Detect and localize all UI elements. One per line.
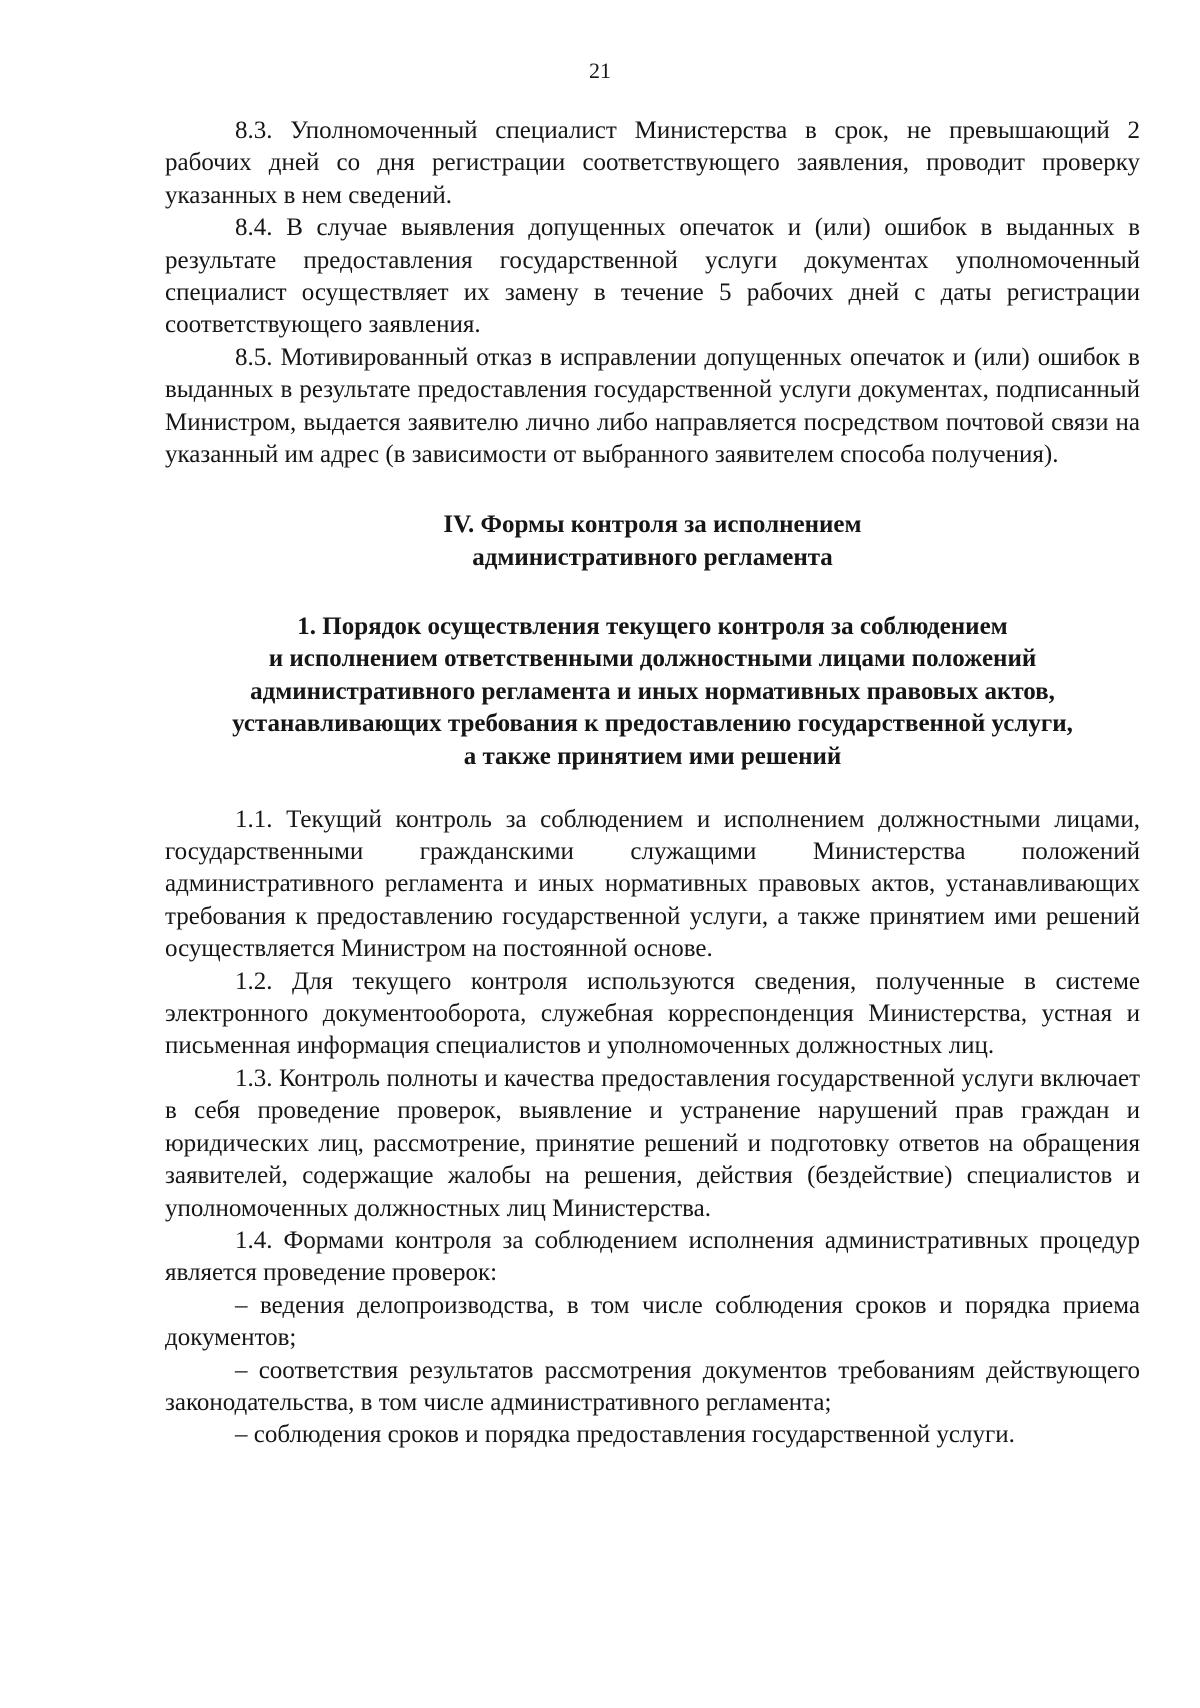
paragraph-1-1: 1.1. Текущий контроль за соблюдением и исполнением должностными лицами, государственными гражданскими служащими Министерства положений административного регламента и иных нормативных правовых актов, устанавливающих требования к предоставлению государственной услуги, а также принятием ими решений осуществляется Министром на постоянной основе. xyxy=(165,805,1140,963)
paragraph-8-5: 8.5. Мотивированный отказ в исправлении допущенных опечаток и (или) ошибок в выданных в результате предоставления государственной услуги документах, подписанный Министром, выдается заявителю лично либо направляется посредством почтовой связи на указанный им адрес (в зависимости от выбранного заявителем способа получения). xyxy=(165,343,1140,469)
subsection-title-line: 1. Порядок осуществления текущего контроля за соблюдением xyxy=(297,612,1008,640)
subsection-title-line: а также принятием ими решений xyxy=(463,743,842,771)
list-item-compliance: – соответствия результатов рассмотрения документов требованиям действующего законодательства, в том числе административного регламента; xyxy=(165,1356,1140,1416)
paragraph-1-3: 1.3. Контроль полноты и качества предоставления государственной услуги включает в себя проведение проверок, выявление и устранение нарушений прав граждан и юридических лиц, рассмотрение, принятие решений и подготовку ответов на обращения заявителей, содержащие жалобы на решения, действия (бездействие) специалистов и уполномоченных должностных лиц Министерства. xyxy=(165,1064,1140,1222)
paragraph-8-3: 8.3. Уполномоченный специалист Министерства в срок, не превышающий 2 рабочих дней со дня регистрации соответствующего заявления, проводит проверку указанных в нем сведений. xyxy=(165,117,1140,209)
page-number: 21 xyxy=(589,58,611,83)
paragraph-1-2: 1.2. Для текущего контроля используются сведения, полученные в системе электронного документооборота, служебная корреспонденция Министерства, устная и письменная информация специалистов и уполномоченных должностных лиц. xyxy=(165,967,1140,1060)
page-content xyxy=(165,115,1140,1452)
paragraph-1-4: 1.4. Формами контроля за соблюдением исполнения административных процедур является проведение проверок: xyxy=(165,1226,1140,1287)
section-title-line: административного регламента xyxy=(472,544,833,572)
subsection-title-line: устанавливающих требования к предоставлению государственной услуги, xyxy=(232,710,1073,738)
section-title xyxy=(165,509,1140,574)
subsection-title-line: и исполнением ответственными должностными лицами положений xyxy=(268,645,1037,673)
paragraph-8-4: 8.4. В случае выявления допущенных опечаток и (или) ошибок в выданных в результате предоставления государственной услуги документах уполномоченный специалист осуществляет их замену в течение 5 рабочих дней с даты регистрации соответствующего заявления. xyxy=(165,214,1140,339)
subsection-title xyxy=(165,611,1140,774)
list-item-records-management: – ведения делопроизводства, в том числе соблюдения сроков и порядка приема документов; xyxy=(165,1291,1140,1352)
list-item-deadlines: – соблюдения сроков и порядка предоставления государственной услуги. xyxy=(235,1421,1015,1449)
section-title-line: IV. Формы контроля за исполнением xyxy=(443,511,862,539)
subsection-title-line: административного регламента и иных нормативных правовых актов, xyxy=(250,677,1055,705)
